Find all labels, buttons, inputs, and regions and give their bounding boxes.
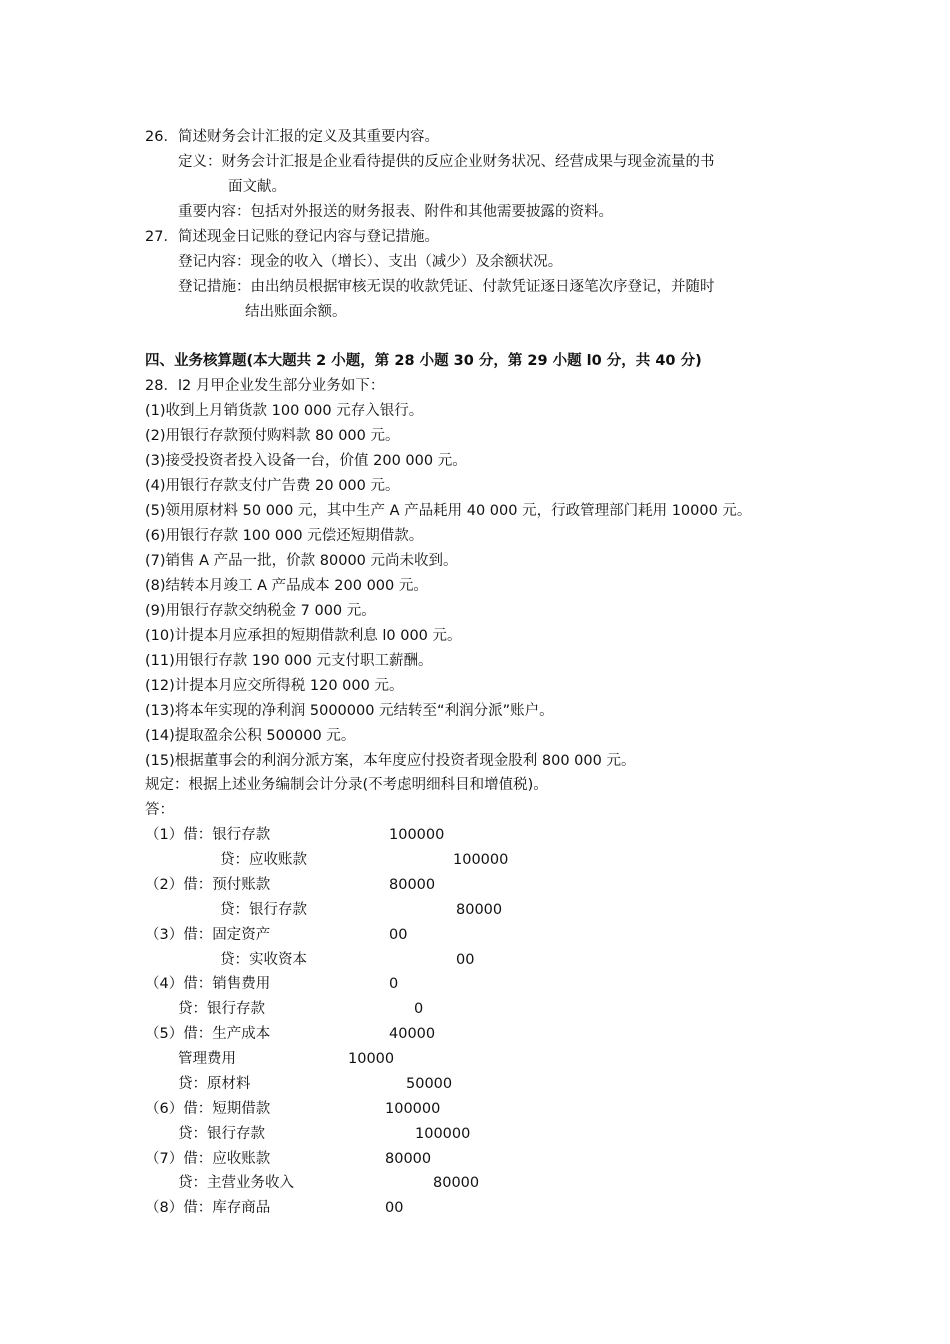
transaction-item: (9)用银行存款交纳税金 7 000 元。 (145, 603, 376, 619)
entry-2-debit: （2）借：预付账款 (145, 877, 271, 893)
entry-7-debit-amount: 80000 (385, 1151, 432, 1167)
entry-1-credit: 贷：应收账款 (220, 852, 307, 868)
transaction-item: (6)用银行存款 100 000 元偿还短期借款。 (145, 528, 424, 544)
entry-1-credit-amount: 100000 (453, 852, 509, 868)
q26-definition-line2: 面文献。 (228, 179, 286, 195)
transaction-item: (7)销售 A 产品一批，价款 80000 元尚未收到。 (145, 553, 458, 569)
entry-8-debit-amount: 00 (385, 1200, 404, 1216)
q26-title: 26．简述财务会计汇报的定义及其重要内容。 (145, 129, 439, 145)
entry-6-debit-amount: 100000 (385, 1101, 441, 1117)
entry-5-debit: （5）借：生产成本 (145, 1026, 271, 1042)
entry-4-credit-amount: 0 (414, 1001, 424, 1017)
entry-3-debit: （3）借：固定资产 (145, 927, 271, 943)
entry-7-credit-amount: 80000 (433, 1175, 480, 1191)
entry-5-credit-amount: 50000 (406, 1076, 453, 1092)
transaction-item: (11)用银行存款 190 000 元支付职工薪酬。 (145, 653, 433, 669)
q27-method-line2: 结出账面余额。 (245, 304, 347, 320)
transaction-item: (8)结转本月竣工 A 产品成本 200 000 元。 (145, 578, 428, 594)
q27-content: 登记内容：现金的收入（增长）、支出（减少）及余额状况。 (178, 254, 563, 270)
q26-content: 重要内容：包括对外报送的财务报表、附件和其他需要披露的资料。 (178, 204, 613, 220)
section4-heading: 四、业务核算题(本大题共 2 小题，第 28 小题 30 分，第 29 小题 l0 分，共 40 分) (145, 353, 702, 369)
q28-intro: 28．l2 月甲企业发生部分业务如下： (145, 378, 385, 394)
entry-4-debit-amount: 0 (389, 976, 399, 992)
entry-7-debit: （7）借：应收账款 (145, 1151, 271, 1167)
transaction-item: (15)根据董事会的利润分派方案，本年度应付投资者现金股利 800 000 元。 (145, 753, 636, 769)
requirement: 规定：根据上述业务编制会计分录(不考虑明细科目和增值税)。 (145, 777, 548, 793)
answer-label: 答： (145, 802, 174, 818)
transaction-item: (13)将本年实现的净利润 5000000 元结转至“利润分派”账户。 (145, 703, 554, 719)
transaction-item: (10)计提本月应承担的短期借款利息 l0 000 元。 (145, 628, 462, 644)
entry-7-credit: 贷：主营业务收入 (178, 1175, 294, 1191)
transaction-item: (12)计提本月应交所得税 120 000 元。 (145, 678, 404, 694)
entry-5-credit: 贷：原材料 (178, 1076, 251, 1092)
transaction-item: (5)领用原材料 50 000 元，其中生产 A 产品耗用 40 000 元，行政管理部门耗用 10000 元。 (145, 503, 752, 519)
entry-2-credit-amount: 80000 (456, 902, 503, 918)
entry-6-debit: （6）借：短期借款 (145, 1101, 271, 1117)
entry-3-credit-amount: 00 (456, 952, 475, 968)
entry-5-debit-2-amount: 10000 (348, 1051, 395, 1067)
entry-6-credit-amount: 100000 (415, 1126, 471, 1142)
entry-4-credit: 贷：银行存款 (178, 1001, 265, 1017)
q27-title: 27．简述现金日记账的登记内容与登记措施。 (145, 229, 439, 245)
transaction-item: (1)收到上月销货款 100 000 元存入银行。 (145, 403, 424, 419)
entry-2-debit-amount: 80000 (389, 877, 436, 893)
entry-5-debit-amount: 40000 (389, 1026, 436, 1042)
transaction-item: (14)提取盈余公积 500000 元。 (145, 728, 356, 744)
q27-method-line1: 登记措施：由出纳员根据审核无误的收款凭证、付款凭证逐日逐笔次序登记，并随时 (178, 279, 715, 295)
entry-8-debit: （8）借：库存商品 (145, 1200, 271, 1216)
entry-3-debit-amount: 00 (389, 927, 408, 943)
entry-4-debit: （4）借：销售费用 (145, 976, 271, 992)
entry-1-debit-amount: 100000 (389, 827, 445, 843)
transaction-item: (4)用银行存款支付广告费 20 000 元。 (145, 478, 400, 494)
q26-definition-line1: 定义：财务会计汇报是企业看待提供的反应企业财务状况、经营成果与现金流量的书 (178, 154, 715, 170)
entry-2-credit: 贷：银行存款 (220, 902, 307, 918)
entry-3-credit: 贷：实收资本 (220, 952, 307, 968)
transaction-item: (3)接受投资者投入设备一台，价值 200 000 元。 (145, 453, 467, 469)
transaction-item: (2)用银行存款预付购料款 80 000 元。 (145, 428, 400, 444)
entry-1-debit: （1）借：银行存款 (145, 827, 271, 843)
entry-6-credit: 贷：银行存款 (178, 1126, 265, 1142)
entry-5-debit-2: 管理费用 (178, 1051, 236, 1067)
